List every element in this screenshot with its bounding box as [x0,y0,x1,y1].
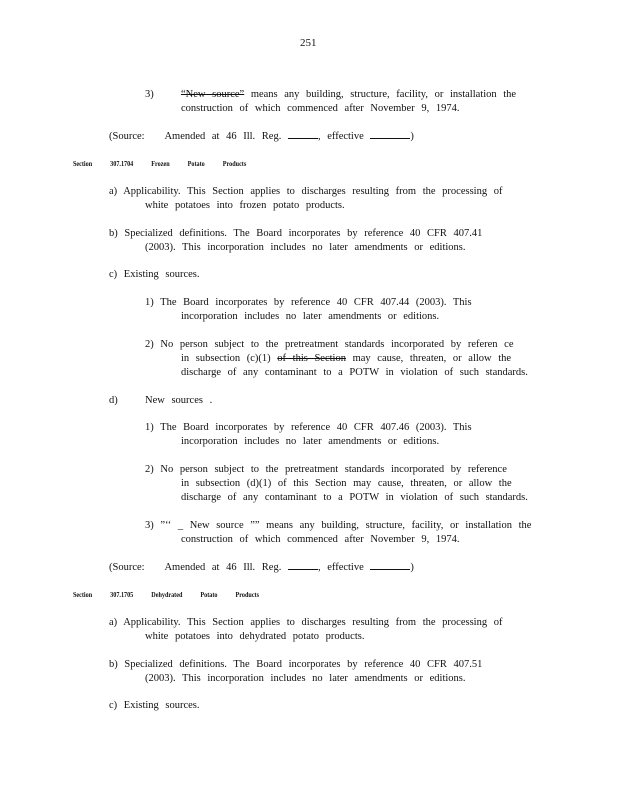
page-number: 251 [300,37,317,49]
reg-blank [288,129,318,139]
source-effective: , effective [317,562,364,573]
section-heading-1705 [73,590,277,599]
c1-line-1: 1) The Board incorporates by reference 40 CFR 407.44 (2003). This [145,297,472,308]
section-word: Section [73,590,93,599]
existing-sources-heading: c) Existing sources. [109,269,200,280]
item-3-line-1 [181,88,516,101]
source-note [109,129,414,143]
source-amended: Amended at 46 Ill. Reg. [164,131,282,142]
existing-sources-heading: c) Existing sources. [109,700,200,711]
c2-line-1: 2) No person subject to the pretreatment standards incorporated by referen ce [145,339,514,350]
source-amended: Amended at 46 Ill. Reg. [164,562,282,573]
definitions-line-2: (2003). This incorporation includes no later amendments or editions. [145,673,466,684]
d1-line-2: incorporation includes no later amendments or editions. [181,436,440,447]
new-sources-label: d) [109,395,118,406]
section-word: Section [73,159,93,168]
section-title-2: Potato [200,590,218,599]
section-heading-1704 [73,159,264,168]
source-effective: , effective [317,131,364,142]
reg-blank [288,560,318,570]
source-label: (Source: [109,131,145,142]
c2-line-3: discharge of any contaminant to a POTW in violation of such standards. [181,367,528,378]
source-note [109,560,414,574]
definitions-line-1: b) Specialized definitions. The Board incorporates by reference 40 CFR 407.41 [109,228,483,239]
text-run: may cause, threaten, or allow the [345,353,512,364]
section-title-1: Dehydrated [151,590,183,599]
date-blank [370,129,410,139]
item-3-line-2: construction of which commenced after November 9, 1974. [181,103,460,114]
section-title-3: Products [235,590,260,599]
section-number: 307.1704 [110,159,134,168]
section-number: 307.1705 [110,590,134,599]
definitions-line-2: (2003). This incorporation includes no later amendments or editions. [145,242,466,253]
source-close: ) [410,562,414,573]
d2-line-1: 2) No person subject to the pretreatment standards incorporated by reference [145,464,507,475]
c1-line-2: incorporation includes no later amendments or editions. [181,311,440,322]
definitions-line-1: b) Specialized definitions. The Board incorporates by reference 40 CFR 407.51 [109,659,483,670]
text-run: means any building, structure, facility, or installation the [244,89,517,100]
applicability-line-1: a) Applicability. This Section applies to discharges resulting from the processing of [109,186,503,197]
section-title-2: Potato [187,159,205,168]
d2-line-2: in subsection (d)(1) of this Section may cause, threaten, or allow the [181,478,512,489]
d3-line-1: 3) ”‘‘ _ New source ”” means any building, structure, facility, or installation the [145,520,532,531]
applicability-line-2: white potatoes into dehydrated potato products. [145,631,365,642]
d1-line-1: 1) The Board incorporates by reference 40 CFR 407.46 (2003). This [145,422,472,433]
struck-text: “New source” [181,89,245,100]
d3-line-2: construction of which commenced after November 9, 1974. [181,534,460,545]
item-3-number: 3) [145,89,154,100]
section-title-3: Products [222,159,247,168]
source-label: (Source: [109,562,145,573]
section-title-1: Frozen [151,159,170,168]
struck-text: of this Section [277,353,346,364]
new-sources-heading: New sources . [145,395,213,406]
date-blank [370,560,410,570]
c2-line-2 [181,352,511,365]
text-run: in subsection (c)(1) [181,353,278,364]
applicability-line-1: a) Applicability. This Section applies to discharges resulting from the processing of [109,617,503,628]
source-close: ) [410,131,414,142]
applicability-line-2: white potatoes into frozen potato products. [145,200,345,211]
d2-line-3: discharge of any contaminant to a POTW in violation of such standards. [181,492,528,503]
